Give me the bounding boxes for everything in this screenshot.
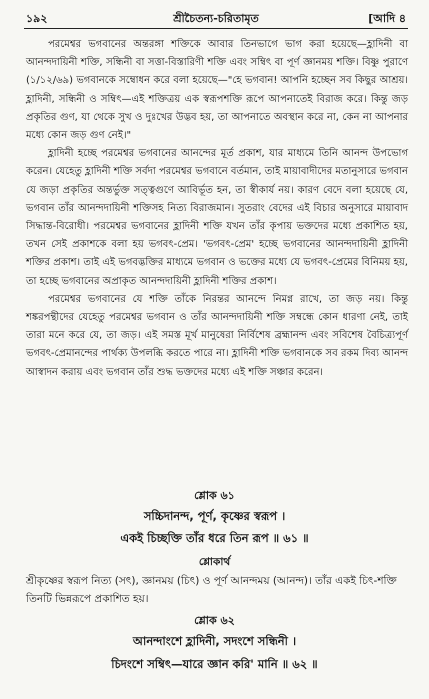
page-header <box>26 6 406 28</box>
verse-line: চিদংশে সম্বিৎ—যারে জ্ঞান করি' মানি ॥ ৬২ ॥ <box>111 657 318 671</box>
verse-line: সচ্চিদানন্দ, পূর্ণ, কৃষ্ণের স্বরূপ । <box>143 509 286 523</box>
paragraph: পরমেশ্বর ভগবানের অন্তরঙ্গা শক্তিকে আবার তিনভাগে ভাগ করা হয়েছে—হ্লাদিনী বা আনন্দদায়িনী শক্তি, সন্ধিনী বা সত্তা-বিস্তারিণী শক্তি এবং সম্বিৎ বা পূর্ণ জ্ঞানময় শক্তি। বিষ্ণু পুরাণে (১/১২/৬৯) ভগবানকে সম্বোধন করে বলা হয়েছে—"হে ভগবান! আপনি হচ্ছেন সব কিছুর আশ্রয়। হ্লাদিনী, সন্ধিনী ও সম্বিৎ—এই শক্তিত্রয় এক স্বরূপশক্তি রূপে আপনাতেই বিরাজ করে। কিন্তু জড় প্রকৃতির গুণ, যা থেকে সুখ ও দুঃখের উদ্ভব হয়, তা আপনাতে অবস্থান করে না, কেন না আপনার মধ্যে কোন জড় গুণ নেই।" <box>26 39 408 142</box>
translation-heading: শ্লোকার্থ <box>198 556 231 568</box>
verse-heading: শ্লোক ৬১ <box>194 489 235 502</box>
verse-heading: শ্লোক ৬২ <box>194 614 235 627</box>
purport-text <box>26 36 408 382</box>
chapter-label: [আদি ৪ <box>368 12 406 25</box>
paragraph: পরমেশ্বর ভগবানের যে শক্তি তাঁকে নিরন্তর আনন্দে নিমগ্ন রাখে, তা জড় নয়। কিন্তু শঙ্করপন্থীদের যেহেতু পরমেশ্বর ভগবান ও তাঁর আনন্দদায়িনী শক্তি সম্বন্ধে কোন ধারণা নেই, তাই তারা মনে করে যে, তা জড়। এই সমস্ত মূর্খ মানুষেরা নির্বিশেষ ব্রহ্মানন্দ এবং সবিশেষ বৈচিত্র্যপূর্ণ ভগবৎ-প্রেমানন্দের পার্থক্য উপলব্ধি করতে পারে না। হ্লাদিনী শক্তি ভগবানকে সব রকম দিব্য আনন্দ আস্বাদন করায় এবং ভগবান তাঁর শুদ্ধ ভক্তদের মধ্যে এই শক্তি সঞ্চার করেন। <box>26 293 408 378</box>
translation-text: শ্রীকৃষ্ণের স্বরূপ নিত্য (সৎ), জ্ঞানময় (চিৎ) ও পূর্ণ আনন্দময় (আনন্দ)। তাঁর একই চিৎ-শক্তি তিনটি ভিন্নরূপে প্রকাশিত হয়। <box>26 575 397 605</box>
verse-line: আনন্দাংশে হ্লাদিনী, সদংশে সন্ধিনী । <box>132 634 297 648</box>
running-title: শ্রীচৈতন্য-চরিতামৃত <box>173 12 259 25</box>
verse-line: একই চিচ্ছক্তি তাঁর ধরে তিন রূপ ॥ ৬১ ॥ <box>120 531 309 545</box>
header-rule <box>24 28 408 29</box>
paragraph: হ্লাদিনী হচ্ছে পরমেশ্বর ভগবানের আনন্দের মূর্ত প্রকাশ, যার মাধ্যমে তিনি আনন্দ উপভোগ করেন। যেহেতু হ্লাদিনী শক্তি সর্বদা পরমেশ্বর ভগবানে বর্তমান, তাই মায়াবাদীদের মতানুসারে ভগবান যে জড়া প্রকৃতির অন্তর্ভুক্ত সত্ত্বগুণে আবির্ভূত হন, তা স্বীকার্য নয়। কারণ বেদে বলা হয়েছে যে, ভগবান তাঁর আনন্দদায়িনী শক্তিসহ নিত্য বিরাজমান। সুতরাং বেদের এই বিচার অনুসারে মায়াবাদ সিদ্ধান্ত-বিরোধী। পরমেশ্বর ভগবানের হ্লাদিনী শক্তি যখন তাঁর কৃপায় ভক্তদের মধ্যে প্রকাশিত হয়, তখন সেই প্রকাশকে বলা হয় ভগবৎ-প্রেম। 'ভগবৎ-প্রেম' হচ্ছে ভগবানের আনন্দদায়িনী হ্লাদিনী শক্তির প্রকাশ। তাই এই ভগবদ্ভক্তির মাধ্যমে ভগবান ও ভক্তের মধ্যে যে ভগবৎ-প্রেমের বিনিময় হয়, তা হচ্ছে ভগবানের অপ্রাকৃত আনন্দদায়িনী হ্লাদিনী শক্তির প্রকাশ। <box>26 148 408 287</box>
page-number: ১৯২ <box>26 12 48 25</box>
